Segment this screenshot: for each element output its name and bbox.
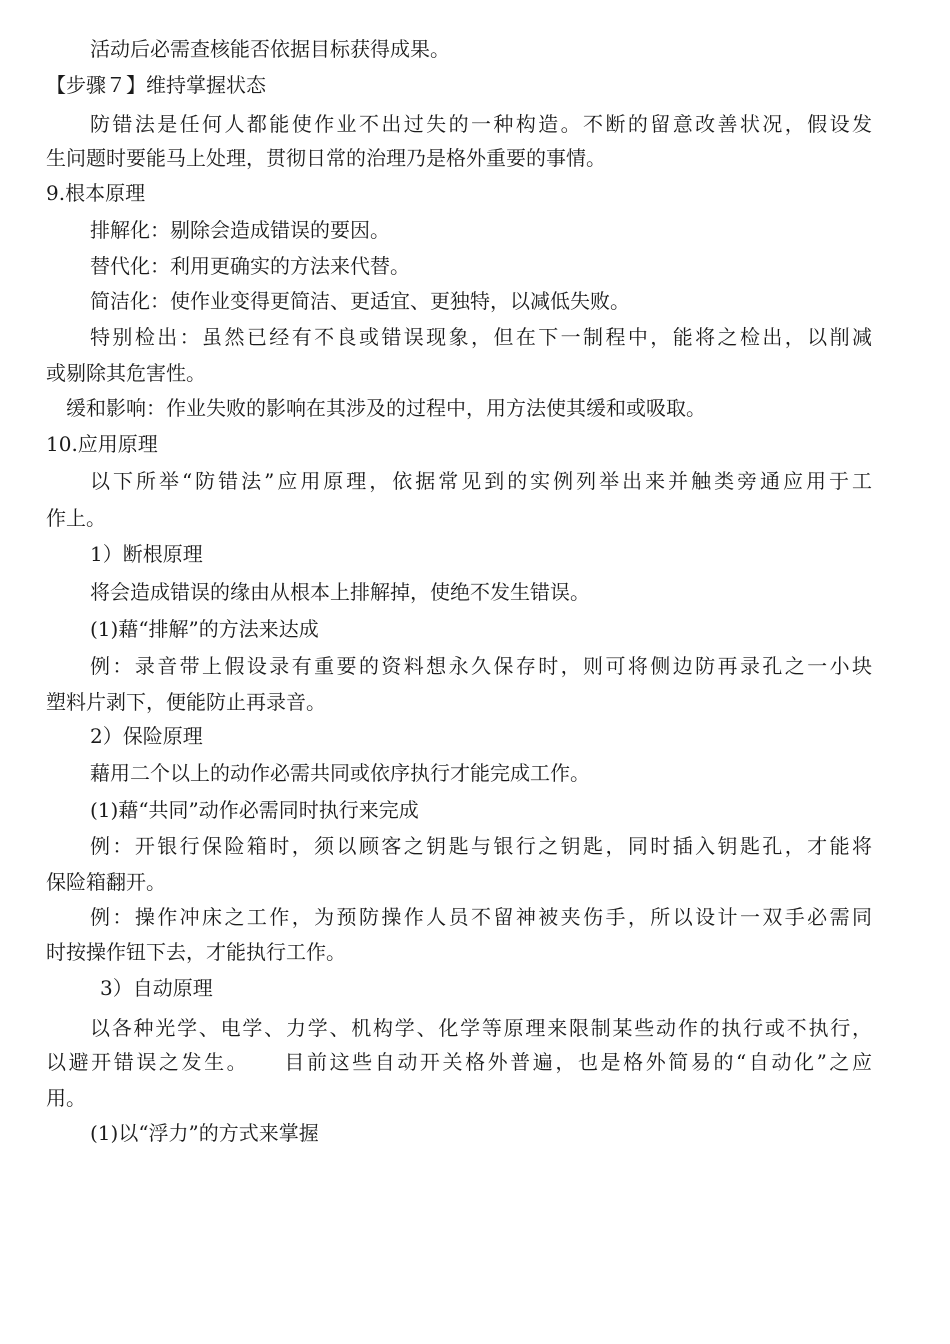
- text-line: 塑料片剥下，便能防止再录音。: [46, 690, 326, 714]
- subsection-heading: 1）断根原理: [90, 542, 203, 566]
- text-line: 以下所举“防错法”应用原理，依据常见到的实例列举出来并触类旁通应用于工: [90, 469, 872, 493]
- text-line: 生问题时要能马上处理，贯彻日常的治理乃是格外重要的事情。: [46, 146, 606, 170]
- text-line: 排解化：剔除会造成错误的要因。: [90, 218, 390, 242]
- text-line: 例：操作冲床之工作，为预防操作人员不留神被夹伤手，所以设计一双手必需同: [90, 905, 872, 929]
- text-line: 防错法是任何人都能使作业不出过失的一种构造。不断的留意改善状况，假设发: [90, 112, 872, 136]
- text-line: 例：开银行保险箱时，须以顾客之钥匙与银行之钥匙，同时插入钥匙孔，才能将: [90, 834, 872, 858]
- section-heading: 9.根本原理: [46, 181, 146, 205]
- text-line: 缓和影响：作业失败的影响在其涉及的过程中，用方法使其缓和或吸取。: [66, 396, 706, 420]
- text-line: (1)藉“共同”动作必需同时执行来完成: [90, 798, 419, 822]
- text-line: 以各种光学、电学、力学、机构学、化学等原理来限制某些动作的执行或不执行，: [90, 1016, 872, 1040]
- subsection-heading: 2）保险原理: [90, 724, 203, 748]
- text-line: 保险箱翻开。: [46, 870, 166, 894]
- text-line: (1)藉“排解”的方法来达成: [90, 617, 319, 641]
- text-line: 以避开错误之发生。 目前这些自动开关格外普遍，也是格外简易的“自动化”之应: [46, 1050, 872, 1074]
- text-line: 替代化：利用更确实的方法来代替。: [90, 254, 410, 278]
- text-line: 时按操作钮下去，才能执行工作。: [46, 940, 346, 964]
- section-heading: 10.应用原理: [46, 432, 158, 456]
- text-line: 特别检出：虽然已经有不良或错误现象，但在下一制程中，能将之检出，以削减: [90, 325, 872, 349]
- subsection-heading: 3）自动原理: [100, 976, 213, 1000]
- step-heading: 【步骤７】维持掌握状态: [46, 73, 266, 97]
- text-line: 作上。: [46, 506, 106, 530]
- text-line: (1)以“浮力”的方式来掌握: [90, 1121, 319, 1145]
- text-line: 或剔除其危害性。: [46, 361, 206, 385]
- text-line: 将会造成错误的缘由从根本上排解掉，使绝不发生错误。: [90, 580, 590, 604]
- text-line: 简洁化：使作业变得更简洁、更适宜、更独特，以减低失败。: [90, 289, 630, 313]
- text-line: 藉用二个以上的动作必需共同或依序执行才能完成工作。: [90, 761, 590, 785]
- text-line: 例：录音带上假设录有重要的资料想永久保存时，则可将侧边防再录孔之一小块: [90, 654, 872, 678]
- text-line: 用。: [46, 1086, 86, 1110]
- text-line: 活动后必需查核能否依据目标获得成果。: [90, 37, 450, 61]
